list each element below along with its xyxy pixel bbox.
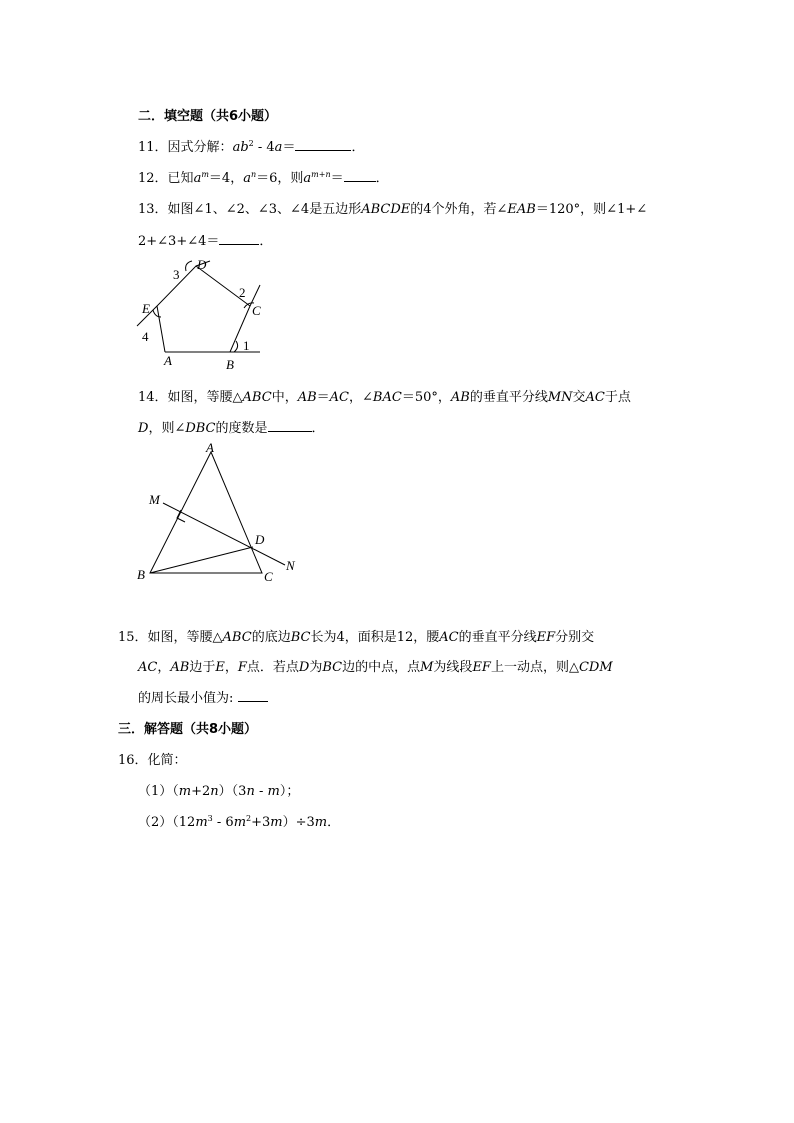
vertex-label-c: C [252, 303, 261, 318]
question-14-line2: D，则∠DBC的度数是 ． [138, 421, 325, 436]
angle-label-4: 4 [142, 329, 149, 344]
question-15-line2 [138, 656, 613, 675]
question-text: 的周长最小值为: [138, 691, 238, 706]
question-13-line2: 2+∠3+∠4＝ ． [138, 234, 273, 249]
question-text: AC，AB边于E，F点．若点D为BC边的中点，点M为线段EF上一动点，则△CDM [138, 660, 613, 675]
vertex-label-b: B [137, 567, 145, 582]
question-number: 12． [138, 171, 168, 186]
question-text: D，则∠DBC的度数是 [138, 421, 268, 436]
vertex-label-a: A [206, 440, 214, 455]
angle-label-2: 2 [239, 285, 246, 300]
point-label-n: N [286, 558, 295, 573]
question-text: 已知$a^m=4$，$a^n=6$，则$a^{m+n}=$ [167, 170, 344, 186]
vertex-label-b: B [226, 357, 234, 372]
vertex-label-d: D [197, 257, 207, 272]
answer-blank [238, 689, 268, 702]
point-label-m: M [149, 492, 160, 507]
question-13-line1 [138, 198, 647, 217]
angle-label-1: 1 [243, 338, 250, 353]
question-text: 2+∠3+∠4＝ [138, 234, 220, 249]
vertex-label-a: A [164, 353, 172, 368]
math-expression: （1）（m+2n）（3n - m）； [138, 784, 300, 799]
question-text: 如图，等腰△ABC中，AB＝AC，∠BAC＝50°，AB的垂直平分线MN交AC于点 [167, 390, 631, 405]
angle-label-3: 3 [173, 267, 180, 282]
question-number: 14． [138, 390, 168, 405]
question-15-line3 [138, 687, 268, 706]
question-number: 13． [138, 202, 168, 217]
question-12: 12．已知$a^m=4$，$a^n=6$，则$a^{m+n}=$ ． [138, 170, 389, 186]
question-label: 因式分解： [167, 140, 233, 155]
question-15-line1 [118, 626, 594, 645]
question-text: 如图∠1、∠2、∠3、∠4是五边形ABCDE的4个外角，若∠EAB＝120°，则∠1+∠ [167, 202, 648, 217]
question-number: 15． [118, 630, 148, 645]
question-16-part-2 [138, 811, 340, 830]
pentagon-figure [130, 255, 270, 375]
answer-blank [219, 232, 259, 245]
question-16 [118, 749, 187, 768]
vertex-label-e: E [142, 301, 150, 316]
question-16-part-1 [138, 780, 299, 799]
triangle-figure [135, 440, 305, 585]
question-14-line1 [138, 386, 631, 405]
section-heading-solutions: 三．解答题（共8小题） [118, 722, 258, 737]
section-heading-fill-in: 二．填空题（共6小题） [138, 109, 278, 124]
question-11: 11．因式分解：$ab^2 - 4a=$ ． [138, 139, 365, 155]
question-label: 化简： [147, 753, 187, 768]
question-number: 16． [118, 753, 148, 768]
answer-blank [268, 419, 312, 432]
point-label-d: D [255, 532, 265, 547]
question-text: 如图，等腰△ABC的底边BC长为4，面积是12，腰AC的垂直平分线EF分别交 [147, 630, 595, 645]
question-number: 11． [138, 140, 168, 155]
answer-blank [295, 138, 351, 151]
answer-blank [344, 169, 376, 182]
vertex-label-c: C [264, 569, 273, 584]
math-expression: $ab^2 - 4a=$ [232, 139, 296, 155]
math-expression: $(2)(12m^3 - 6m^2+3m)\div 3m$． [138, 814, 341, 830]
